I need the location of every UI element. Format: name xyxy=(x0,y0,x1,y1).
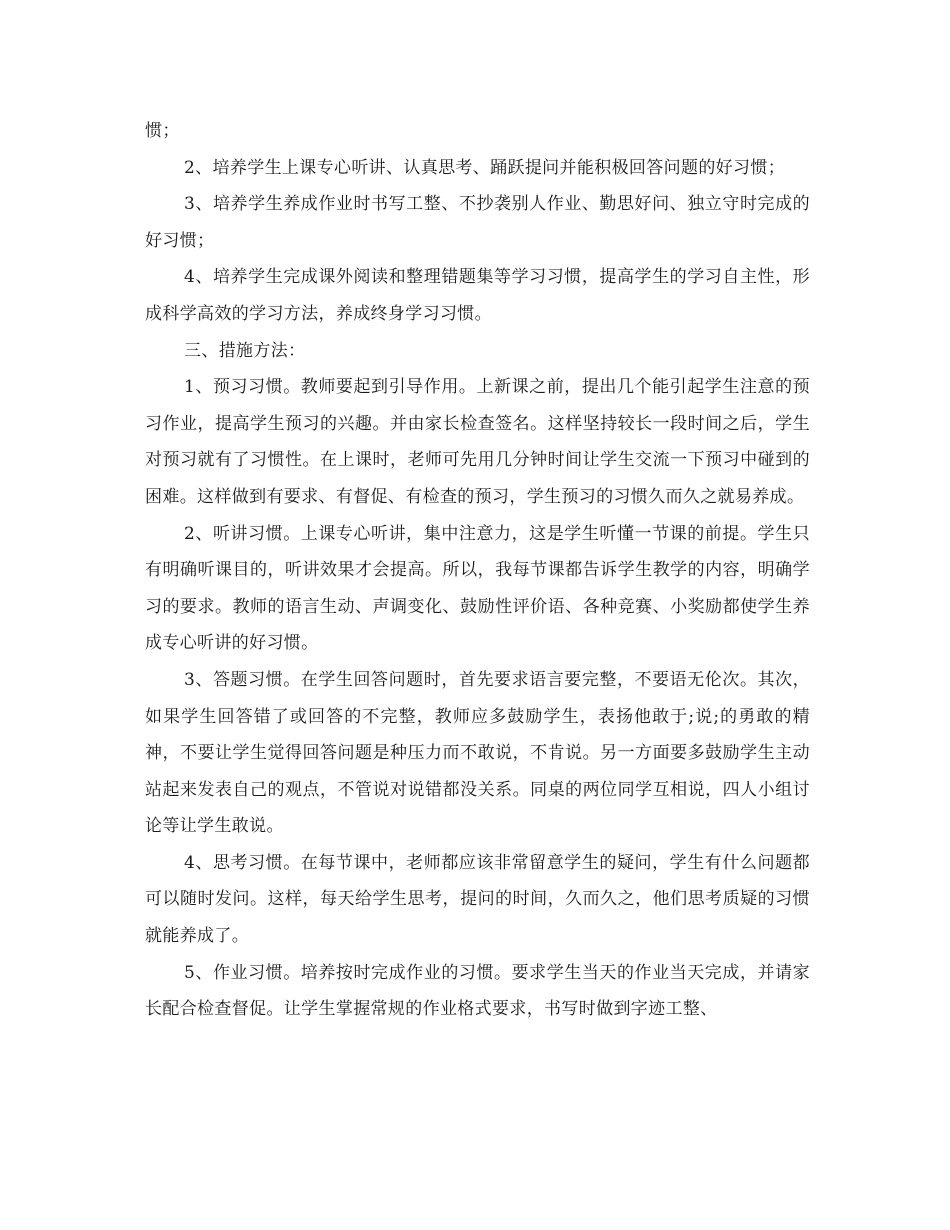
paragraph-goal-4: 4、培养学生完成课外阅读和整理错题集等学习习惯，提高学生的学习自主性，形成科学高效的学习方法，养成终身学习习惯。 xyxy=(145,267,810,324)
paragraph-goal-2: 2、培养学生上课专心听讲、认真思考、踊跃提问并能积极回答问题的好习惯； xyxy=(184,157,786,178)
paragraph-listening-habit: 2、听讲习惯。上课专心听讲，集中注意力，这是学生听懂一节课的前提。学生只有明确听课目的，听讲效果才会提高。所以，我每节课都告诉学生教学的内容，明确学习的要求。教师的语言生动、声调变化、鼓励性评价语、各种竞赛、小奖励都使学生养成专心听讲的好习惯。 xyxy=(145,523,810,654)
section-heading-measures: 三、措施方法： xyxy=(184,340,306,361)
paragraph-goal-3: 3、培养学生养成作业时书写工整、不抄袭别人作业、勤思好问、独立守时完成的好习惯； xyxy=(145,194,810,251)
paragraph-homework-habit: 5、作业习惯。培养按时完成作业的习惯。要求学生当天的作业当天完成，并请家长配合检查督促。让学生掌握常规的作业格式要求，书写时做到字迹工整、 xyxy=(145,962,810,1020)
document-body xyxy=(145,113,810,1028)
paragraph-habit-tail: 惯； xyxy=(145,121,180,141)
paragraph-answering-habit: 3、答题习惯。在学生回答问题时，首先要求语言要完整，不要语无伦次。其次，如果学生回答错了或回答的不完整，教师应多鼓励学生，表扬他敢于;说;的勇敢的精神，不要让学生觉得回答问题是种压力而不敢说，不肯说。另一方面要多鼓励学生主动站起来发表自己的观点，不管说对说错都没关系。同桌的两位同学互相说，四人小组讨论等让学生敢说。 xyxy=(145,669,810,837)
paragraph-preview-habit: 1、预习习惯。教师要起到引导作用。上新课之前，提出几个能引起学生注意的预习作业，提高学生预习的兴趣。并由家长检查签名。这样坚持较长一段时间之后，学生对预习就有了习惯性。在上课时，老师可先用几分钟时间让学生交流一下预习中碰到的困难。这样做到有要求、有督促、有检查的预习，学生预习的习惯久而久之就易养成。 xyxy=(145,377,810,507)
paragraph-thinking-habit: 4、思考习惯。在每节课中，老师都应该非常留意学生的疑问，学生有什么问题都可以随时发问。这样，每天给学生思考，提问的时间，久而久之，他们思考质疑的习惯就能养成了。 xyxy=(145,852,810,947)
